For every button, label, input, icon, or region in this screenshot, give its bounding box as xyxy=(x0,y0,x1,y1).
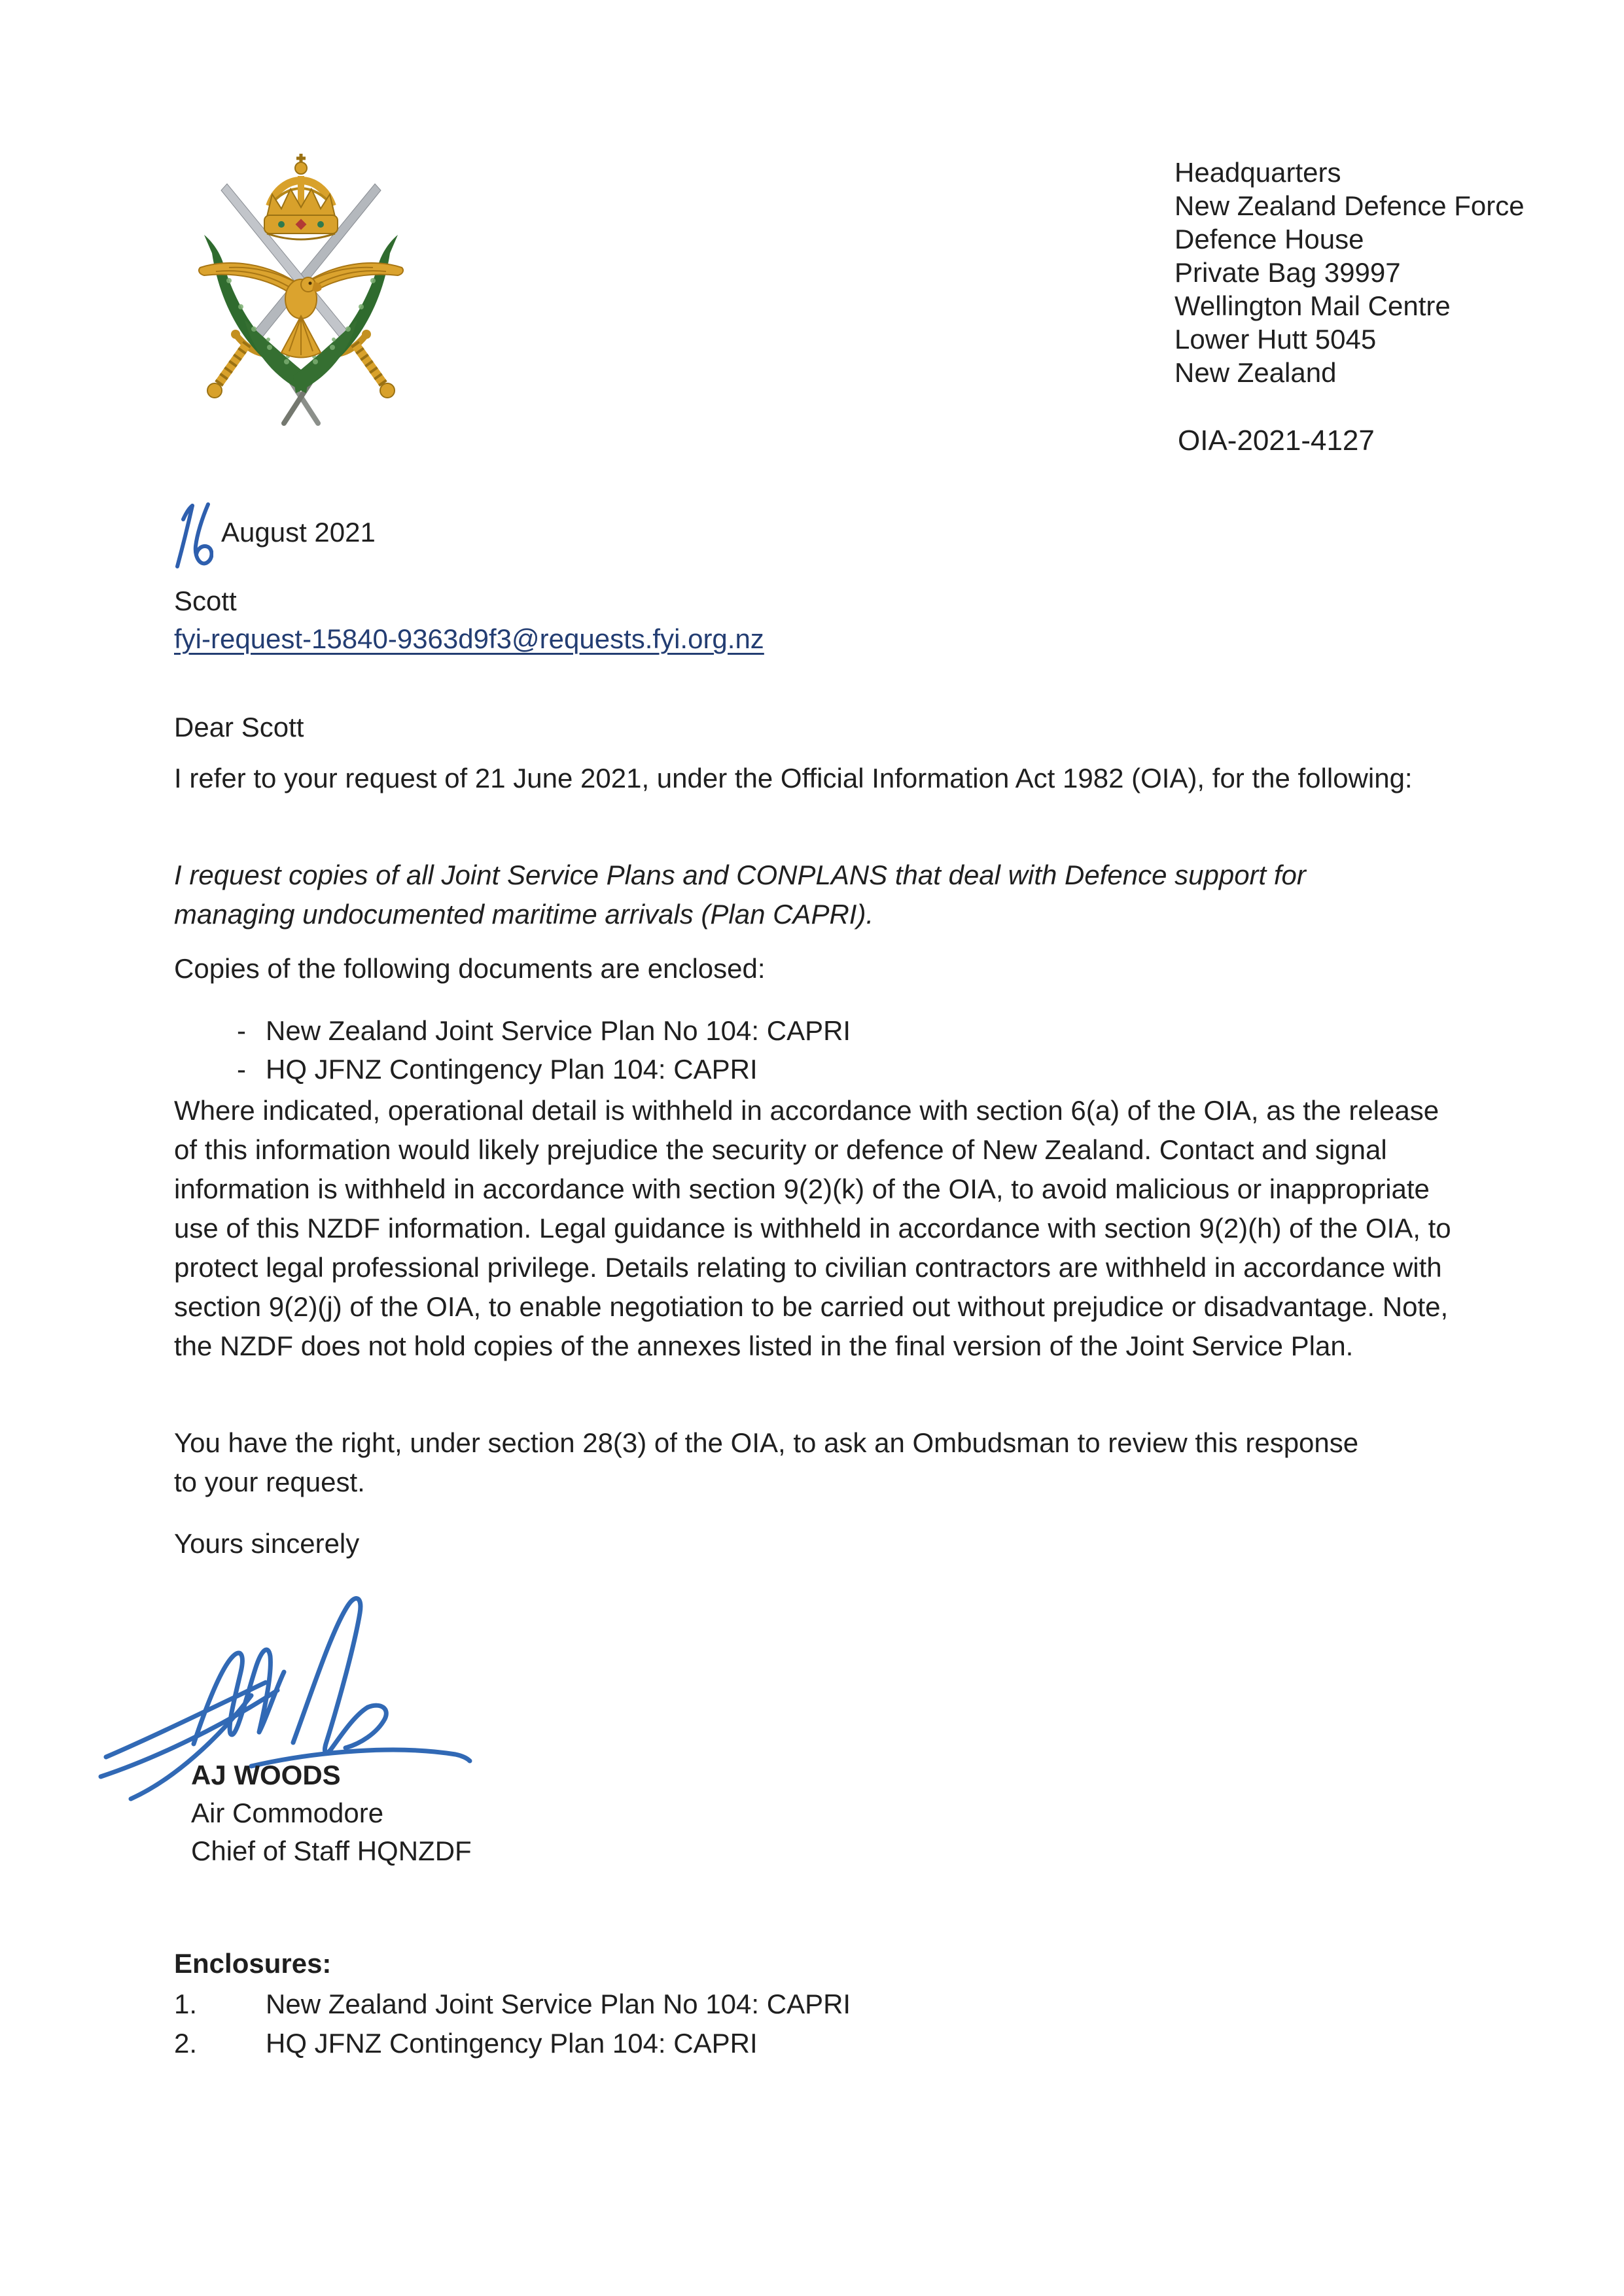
address-line: Wellington Mail Centre xyxy=(1174,290,1451,321)
intro-paragraph: I refer to your request of 21 June 2021, under the Official Information Act 1982 (OIA), for the following: xyxy=(174,763,1413,793)
signatory-name: AJ WOODS xyxy=(191,1760,341,1790)
address-line: New Zealand Defence Force xyxy=(1174,190,1525,221)
handwritten-day-ink xyxy=(170,498,213,572)
enclosure-item: New Zealand Joint Service Plan No 104: CAPRI xyxy=(266,1989,851,2019)
list-item: New Zealand Joint Service Plan No 104: CAPRI xyxy=(266,1015,851,1046)
date-line: August 2021 xyxy=(221,517,376,548)
ombudsman-paragraph: You have the right, under section 28(3) of the OIA, to ask an Ombudsman to review this response to your request. xyxy=(174,1427,1359,1497)
crown-icon xyxy=(264,154,338,239)
nzdf-crest-logo xyxy=(190,143,412,432)
signatory-title: Chief of Staff HQNZDF xyxy=(191,1835,472,1866)
recipient-name: Scott xyxy=(174,585,237,616)
recipient-email-link[interactable]: fyi-request-15840-9363d9f3@requests.fyi.org.nz xyxy=(174,623,764,654)
address-line: Lower Hutt 5045 xyxy=(1174,324,1377,355)
sender-address-block xyxy=(1174,156,1525,389)
enclosure-number: 2. xyxy=(174,2028,198,2059)
enclosures-heading: Enclosures: xyxy=(174,1948,332,1979)
list-bullet: - xyxy=(237,1015,246,1046)
salutation: Dear Scott xyxy=(174,712,304,742)
signatory-rank: Air Commodore xyxy=(191,1798,384,1828)
enclosure-item: HQ JFNZ Contingency Plan 104: CAPRI xyxy=(266,2028,758,2059)
enclosed-lead: Copies of the following documents are enclosed: xyxy=(174,953,766,984)
address-line: Defence House xyxy=(1174,224,1364,254)
address-line: Headquarters xyxy=(1174,157,1341,188)
request-quote-paragraph: I request copies of all Joint Service Plans and CONPLANS that deal with Defence support for managing undocumented maritime arrivals (Plan CAPRI). xyxy=(174,860,1306,930)
address-line: New Zealand xyxy=(1174,357,1337,388)
oia-reference: OIA-2021-4127 xyxy=(1178,425,1375,457)
address-line: Private Bag 39997 xyxy=(1174,257,1401,288)
closing: Yours sincerely xyxy=(174,1528,360,1559)
enclosure-number: 1. xyxy=(174,1989,198,2019)
list-bullet: - xyxy=(237,1054,246,1085)
list-item: HQ JFNZ Contingency Plan 104: CAPRI xyxy=(266,1054,758,1085)
withholding-paragraph: Where indicated, operational detail is withheld in accordance with section 6(a) of the OIA, as the release of this information would likely prejudice the security or defence of New Zealand. Contact and signal information is withheld in accordance with section 9(2)(k) of the OIA, to avoid malicious or inappropriate use of this NZDF information. Legal guidance is withheld in accordance with section 9(2)(h) of the OIA, to protect legal professional privilege. Details relating to civilian contractors are withheld in accordance with section 9(2)(j) of the OIA, to enable negotiation to be carried out without prejudice or disadvantage. Note, the NZDF does not hold copies of the annexes listed in the final version of the Joint Service Plan. xyxy=(174,1095,1451,1361)
